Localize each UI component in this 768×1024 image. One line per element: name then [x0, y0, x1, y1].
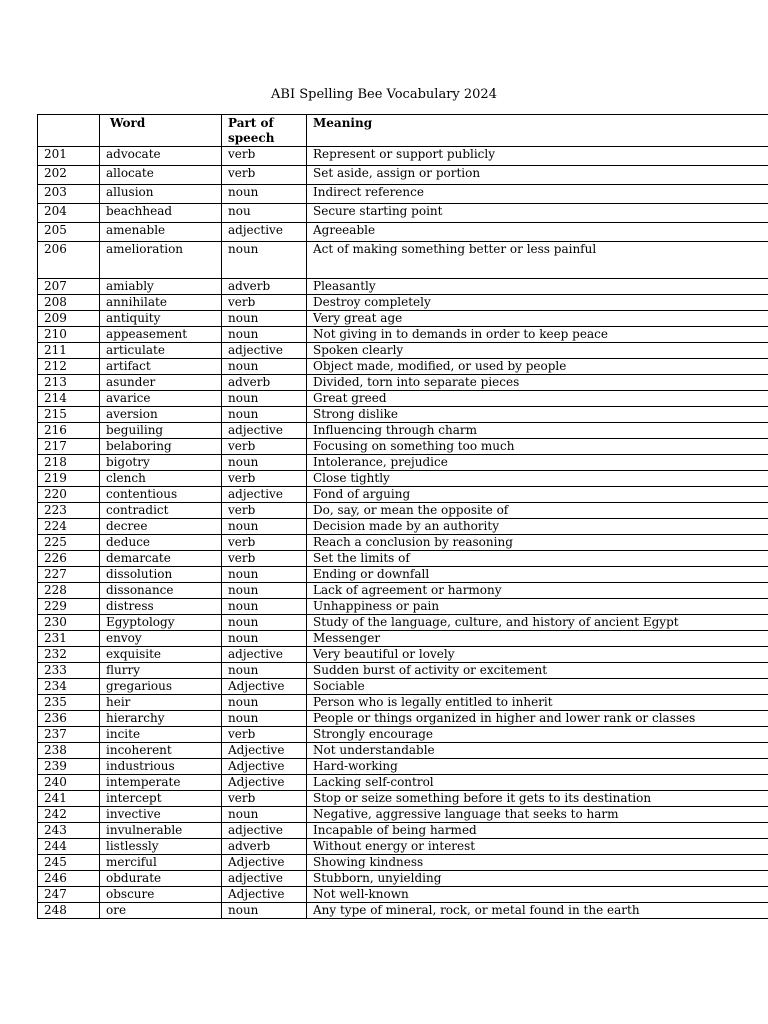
row-number: 231	[38, 631, 100, 647]
row-part-of-speech: verb	[222, 166, 307, 185]
row-part-of-speech: adjective	[222, 223, 307, 242]
row-word: envoy	[100, 631, 222, 647]
row-meaning: Stop or seize something before it gets to its destination	[307, 791, 768, 807]
row-word: invective	[100, 807, 222, 823]
table-row	[38, 823, 768, 839]
row-word: merciful	[100, 855, 222, 871]
table-row	[38, 455, 768, 471]
row-word: beachhead	[100, 204, 222, 223]
row-meaning: Unhappiness or pain	[307, 599, 768, 615]
row-part-of-speech: adjective	[222, 487, 307, 503]
row-meaning: Hard-working	[307, 759, 768, 775]
row-number: 241	[38, 791, 100, 807]
row-number: 201	[38, 147, 100, 166]
row-word: antiquity	[100, 311, 222, 327]
row-number: 202	[38, 166, 100, 185]
row-meaning: Very beautiful or lovely	[307, 647, 768, 663]
row-meaning: Great greed	[307, 391, 768, 407]
table-row	[38, 375, 768, 391]
row-number: 207	[38, 279, 100, 295]
row-number: 236	[38, 711, 100, 727]
row-meaning: Decision made by an authority	[307, 519, 768, 535]
row-part-of-speech: noun	[222, 242, 307, 279]
row-word: allusion	[100, 185, 222, 204]
row-number: 220	[38, 487, 100, 503]
table-row	[38, 663, 768, 679]
row-number: 228	[38, 583, 100, 599]
row-word: exquisite	[100, 647, 222, 663]
row-word: Egyptology	[100, 615, 222, 631]
table-row	[38, 743, 768, 759]
row-meaning: Lacking self-control	[307, 775, 768, 791]
row-word: intemperate	[100, 775, 222, 791]
row-meaning: Set the limits of	[307, 551, 768, 567]
row-part-of-speech: verb	[222, 551, 307, 567]
row-number: 218	[38, 455, 100, 471]
table-row	[38, 166, 768, 185]
row-number: 215	[38, 407, 100, 423]
row-word: articulate	[100, 343, 222, 359]
row-meaning: Person who is legally entitled to inherit	[307, 695, 768, 711]
row-word: demarcate	[100, 551, 222, 567]
row-part-of-speech: noun	[222, 615, 307, 631]
row-number: 212	[38, 359, 100, 375]
header-word: Word	[100, 115, 222, 147]
table-row	[38, 791, 768, 807]
table-row	[38, 903, 768, 919]
row-number: 219	[38, 471, 100, 487]
row-word: deduce	[100, 535, 222, 551]
row-number: 243	[38, 823, 100, 839]
row-meaning: Strong dislike	[307, 407, 768, 423]
row-part-of-speech: Adjective	[222, 759, 307, 775]
row-meaning: Intolerance, prejudice	[307, 455, 768, 471]
row-number: 245	[38, 855, 100, 871]
row-meaning: Sociable	[307, 679, 768, 695]
row-meaning: Incapable of being harmed	[307, 823, 768, 839]
row-meaning: Lack of agreement or harmony	[307, 583, 768, 599]
row-part-of-speech: adjective	[222, 823, 307, 839]
row-number: 206	[38, 242, 100, 279]
header-meaning: Meaning	[307, 115, 768, 147]
table-row	[38, 567, 768, 583]
row-part-of-speech: noun	[222, 711, 307, 727]
row-meaning: Divided, torn into separate pieces	[307, 375, 768, 391]
row-part-of-speech: noun	[222, 327, 307, 343]
row-meaning: Not giving in to demands in order to keep peace	[307, 327, 768, 343]
row-part-of-speech: noun	[222, 391, 307, 407]
row-meaning: Not understandable	[307, 743, 768, 759]
row-number: 235	[38, 695, 100, 711]
row-number: 210	[38, 327, 100, 343]
row-meaning: Not well-known	[307, 887, 768, 903]
row-word: annihilate	[100, 295, 222, 311]
row-number: 214	[38, 391, 100, 407]
row-meaning: Do, say, or mean the opposite of	[307, 503, 768, 519]
table-row	[38, 711, 768, 727]
row-meaning: Very great age	[307, 311, 768, 327]
row-part-of-speech: Adjective	[222, 775, 307, 791]
row-number: 217	[38, 439, 100, 455]
row-meaning: Object made, modified, or used by people	[307, 359, 768, 375]
table-row	[38, 631, 768, 647]
row-part-of-speech: Adjective	[222, 743, 307, 759]
row-number: 211	[38, 343, 100, 359]
row-part-of-speech: noun	[222, 695, 307, 711]
row-meaning: Spoken clearly	[307, 343, 768, 359]
table-row	[38, 295, 768, 311]
row-number: 234	[38, 679, 100, 695]
table-row	[38, 343, 768, 359]
row-meaning: Represent or support publicly	[307, 147, 768, 166]
row-word: heir	[100, 695, 222, 711]
row-word: amiably	[100, 279, 222, 295]
table-row	[38, 242, 768, 279]
table-row	[38, 471, 768, 487]
row-number: 223	[38, 503, 100, 519]
row-number: 247	[38, 887, 100, 903]
row-word: contradict	[100, 503, 222, 519]
table-row	[38, 423, 768, 439]
table-row	[38, 727, 768, 743]
header-part-of-speech: Part of speech	[222, 115, 307, 147]
row-part-of-speech: Adjective	[222, 855, 307, 871]
row-part-of-speech: adverb	[222, 839, 307, 855]
table-row	[38, 185, 768, 204]
row-meaning: Messenger	[307, 631, 768, 647]
row-meaning: Strongly encourage	[307, 727, 768, 743]
row-meaning: Negative, aggressive language that seeks to harm	[307, 807, 768, 823]
row-part-of-speech: noun	[222, 567, 307, 583]
row-part-of-speech: adverb	[222, 279, 307, 295]
table-row	[38, 871, 768, 887]
row-number: 239	[38, 759, 100, 775]
row-word: beguiling	[100, 423, 222, 439]
row-word: appeasement	[100, 327, 222, 343]
row-part-of-speech: noun	[222, 663, 307, 679]
table-row	[38, 327, 768, 343]
row-part-of-speech: verb	[222, 503, 307, 519]
header-number	[38, 115, 100, 147]
row-number: 213	[38, 375, 100, 391]
table-row	[38, 503, 768, 519]
table-row	[38, 807, 768, 823]
row-meaning: Reach a conclusion by reasoning	[307, 535, 768, 551]
table-row	[38, 535, 768, 551]
row-meaning: Ending or downfall	[307, 567, 768, 583]
row-number: 209	[38, 311, 100, 327]
row-word: dissonance	[100, 583, 222, 599]
row-word: amenable	[100, 223, 222, 242]
table-row	[38, 311, 768, 327]
row-meaning: Set aside, assign or portion	[307, 166, 768, 185]
table-row	[38, 519, 768, 535]
row-meaning: Fond of arguing	[307, 487, 768, 503]
table-row	[38, 407, 768, 423]
row-word: invulnerable	[100, 823, 222, 839]
row-meaning: Stubborn, unyielding	[307, 871, 768, 887]
row-word: bigotry	[100, 455, 222, 471]
table-body	[38, 147, 768, 919]
table-row	[38, 487, 768, 503]
row-number: 244	[38, 839, 100, 855]
row-part-of-speech: verb	[222, 471, 307, 487]
row-part-of-speech: verb	[222, 535, 307, 551]
row-meaning: Study of the language, culture, and history of ancient Egypt	[307, 615, 768, 631]
row-number: 203	[38, 185, 100, 204]
row-part-of-speech: noun	[222, 903, 307, 919]
row-part-of-speech: noun	[222, 631, 307, 647]
row-part-of-speech: noun	[222, 311, 307, 327]
row-part-of-speech: adverb	[222, 375, 307, 391]
row-word: gregarious	[100, 679, 222, 695]
row-word: decree	[100, 519, 222, 535]
row-word: intercept	[100, 791, 222, 807]
row-number: 226	[38, 551, 100, 567]
vocabulary-table	[37, 114, 768, 919]
row-word: advocate	[100, 147, 222, 166]
row-word: amelioration	[100, 242, 222, 279]
row-part-of-speech: noun	[222, 599, 307, 615]
table-row	[38, 679, 768, 695]
row-meaning: Pleasantly	[307, 279, 768, 295]
table-row	[38, 439, 768, 455]
table-row	[38, 391, 768, 407]
row-word: contentious	[100, 487, 222, 503]
row-meaning: Showing kindness	[307, 855, 768, 871]
row-number: 227	[38, 567, 100, 583]
table-row	[38, 359, 768, 375]
row-part-of-speech: adjective	[222, 647, 307, 663]
table-row	[38, 695, 768, 711]
row-number: 225	[38, 535, 100, 551]
row-part-of-speech: verb	[222, 791, 307, 807]
row-part-of-speech: verb	[222, 147, 307, 166]
row-number: 204	[38, 204, 100, 223]
table-row	[38, 615, 768, 631]
row-word: obscure	[100, 887, 222, 903]
row-word: dissolution	[100, 567, 222, 583]
table-row	[38, 551, 768, 567]
row-number: 216	[38, 423, 100, 439]
table-row	[38, 204, 768, 223]
row-number: 237	[38, 727, 100, 743]
row-word: belaboring	[100, 439, 222, 455]
row-word: flurry	[100, 663, 222, 679]
table-row	[38, 147, 768, 166]
table-row	[38, 887, 768, 903]
row-number: 232	[38, 647, 100, 663]
row-word: distress	[100, 599, 222, 615]
row-word: incoherent	[100, 743, 222, 759]
table-row	[38, 775, 768, 791]
row-part-of-speech: noun	[222, 807, 307, 823]
row-meaning: Focusing on something too much	[307, 439, 768, 455]
table-row	[38, 839, 768, 855]
table-row	[38, 223, 768, 242]
table-row	[38, 855, 768, 871]
row-part-of-speech: verb	[222, 439, 307, 455]
row-word: obdurate	[100, 871, 222, 887]
row-word: allocate	[100, 166, 222, 185]
row-meaning: People or things organized in higher and lower rank or classes	[307, 711, 768, 727]
row-meaning: Destroy completely	[307, 295, 768, 311]
row-part-of-speech: verb	[222, 295, 307, 311]
table-row	[38, 279, 768, 295]
row-word: ore	[100, 903, 222, 919]
row-number: 224	[38, 519, 100, 535]
row-meaning: Any type of mineral, rock, or metal found in the earth	[307, 903, 768, 919]
row-meaning: Without energy or interest	[307, 839, 768, 855]
row-word: aversion	[100, 407, 222, 423]
row-part-of-speech: noun	[222, 455, 307, 471]
row-number: 233	[38, 663, 100, 679]
row-part-of-speech: Adjective	[222, 679, 307, 695]
row-meaning: Secure starting point	[307, 204, 768, 223]
row-word: industrious	[100, 759, 222, 775]
row-number: 205	[38, 223, 100, 242]
row-word: asunder	[100, 375, 222, 391]
row-part-of-speech: noun	[222, 407, 307, 423]
row-part-of-speech: noun	[222, 583, 307, 599]
row-number: 229	[38, 599, 100, 615]
table-row	[38, 647, 768, 663]
row-word: listlessly	[100, 839, 222, 855]
row-number: 208	[38, 295, 100, 311]
row-part-of-speech: verb	[222, 727, 307, 743]
row-number: 238	[38, 743, 100, 759]
row-number: 246	[38, 871, 100, 887]
row-meaning: Act of making something better or less painful	[307, 242, 768, 279]
row-number: 230	[38, 615, 100, 631]
row-word: incite	[100, 727, 222, 743]
row-part-of-speech: noun	[222, 359, 307, 375]
row-meaning: Agreeable	[307, 223, 768, 242]
row-meaning: Indirect reference	[307, 185, 768, 204]
row-meaning: Influencing through charm	[307, 423, 768, 439]
table-header-row	[38, 115, 768, 147]
row-word: hierarchy	[100, 711, 222, 727]
row-number: 242	[38, 807, 100, 823]
row-meaning: Sudden burst of activity or excitement	[307, 663, 768, 679]
row-word: avarice	[100, 391, 222, 407]
row-number: 248	[38, 903, 100, 919]
row-number: 240	[38, 775, 100, 791]
row-part-of-speech: adjective	[222, 423, 307, 439]
row-word: artifact	[100, 359, 222, 375]
table-row	[38, 583, 768, 599]
row-part-of-speech: adjective	[222, 343, 307, 359]
row-part-of-speech: noun	[222, 185, 307, 204]
row-part-of-speech: adjective	[222, 871, 307, 887]
page-title: ABI Spelling Bee Vocabulary 2024	[271, 87, 497, 102]
row-meaning: Close tightly	[307, 471, 768, 487]
row-word: clench	[100, 471, 222, 487]
table-row	[38, 759, 768, 775]
row-part-of-speech: Adjective	[222, 887, 307, 903]
row-part-of-speech: nou	[222, 204, 307, 223]
table-row	[38, 599, 768, 615]
row-part-of-speech: noun	[222, 519, 307, 535]
